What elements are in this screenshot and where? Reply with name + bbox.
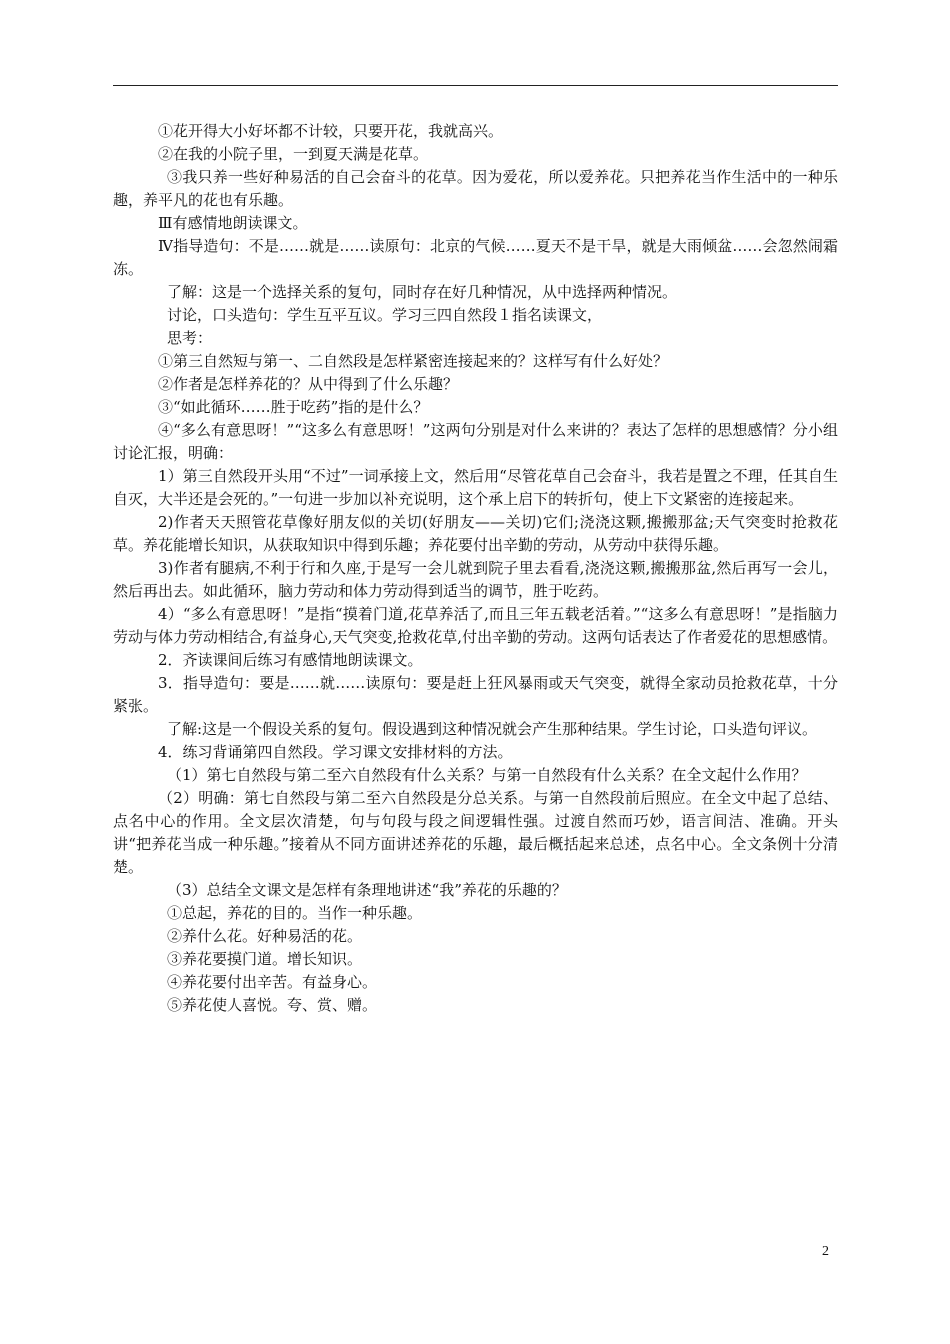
paragraph: 2．齐读课间后练习有感情地朗读课文。	[158, 651, 423, 669]
paragraph: 1）第三自然段开头用“不过”一词承接上文，然后用“尽管花草自己会奋斗，我若是置之不理，任其自生自灭，大半还是会死的。”一句进一步加以补充说明，这个承上启下的转折句，使上下文紧密的连接起来。	[113, 467, 838, 508]
paragraph: Ⅳ指导造句：不是……就是……读原句：北京的气候……夏天不是干旱，就是大雨倾盆……会忽然闹霜冻。	[113, 237, 838, 278]
paragraph: ④养花要付出辛苦。有益身心。	[167, 973, 378, 991]
paragraph: 4）“多么有意思呀！”是指“摸着门道,花草养活了,而且三年五载老活着。”“这多么有意思呀！”是指脑力劳动与体力劳动相结合,有益身心,天气突变,抢救花草,付出辛勤的劳动。这两句话表达了作者爱花的思想感情。	[113, 605, 838, 646]
paragraph: ⑤养花使人喜悦。夸、赏、赠。	[167, 996, 378, 1014]
paragraph: ③养花要摸门道。增长知识。	[167, 950, 363, 968]
paragraph: 了解:这是一个假设关系的复句。假设遇到这种情况就会产生那种结果。学生讨论，口头造句评议。	[167, 720, 818, 738]
paragraph: ①第三自然短与第一、二自然段是怎样紧密连接起来的？这样写有什么好处？	[158, 352, 669, 370]
paragraph: ④“多么有意思呀！”“这多么有意思呀！”这两句分别是对什么来讲的？表达了怎样的思想感情？分小组讨论汇报，明确：	[113, 421, 838, 462]
header-rule	[113, 85, 838, 86]
paragraph: ③我只养一些好种易活的自己会奋斗的花草。因为爱花，所以爱养花。只把养花当作生活中的一种乐趣，养平凡的花也有乐趣。	[113, 168, 838, 209]
paragraph: 讨论，口头造句：学生互平互议。学习三四自然段１指名读课文，	[167, 306, 603, 324]
paragraph: 思考：	[167, 329, 213, 347]
paragraph: （3）总结全文课文是怎样有条理地讲述“我”养花的乐趣的？	[167, 881, 567, 899]
paragraph: ②养什么花。好种易活的花。	[167, 927, 363, 945]
paragraph: ②作者是怎样养花的？从中得到了什么乐趣？	[158, 375, 459, 393]
paragraph: Ⅲ有感情地朗读课文。	[158, 214, 308, 232]
document-body	[113, 120, 838, 1017]
paragraph: ①花开得大小好坏都不计较，只要开花，我就高兴。	[158, 122, 504, 140]
paragraph: ②在我的小院子里，一到夏天满是花草。	[158, 145, 429, 163]
paragraph: （1）第七自然段与第二至六自然段有什么关系？与第一自然段有什么关系？在全文起什么作用？	[167, 766, 807, 784]
paragraph: 了解：这是一个选择关系的复句，同时存在好几种情况，从中选择两种情况。	[167, 283, 678, 301]
paragraph: ①总起，养花的目的。当作一种乐趣。	[167, 904, 423, 922]
paragraph: 2)作者天天照管花草像好朋友似的关切(好朋友——关切)它们;浇浇这颗,搬搬那盆;天气突变时抢救花草。养花能增长知识，从获取知识中得到乐趣；养花要付出辛勤的劳动，从劳动中获得乐趣。	[113, 513, 838, 554]
paragraph: ③“如此循环……胜于吃药”指的是什么？	[158, 398, 429, 416]
paragraph: 3)作者有腿病,不利于行和久座,于是写一会儿就到院子里去看看,浇浇这颗,搬搬那盆,然后再写一会儿，然后再出去。如此循环，脑力劳动和体力劳动得到适当的调节，胜于吃药。	[113, 559, 838, 600]
paragraph: 4．练习背诵第四自然段。学习课文安排材料的方法。	[158, 743, 513, 761]
paragraph: 3．指导造句：要是……就……读原句：要是赶上狂风暴雨或天气突变，就得全家动员抢救花草，十分紧张。	[113, 674, 838, 715]
paragraph: （2）明确：第七自然段与第二至六自然段是分总关系。与第一自然段前后照应。在全文中起了总结、点名中心的作用。全文层次清楚，句与句段与段之间逻辑性强。过渡自然而巧妙，语言间洁、准确。开头讲“把养花当成一种乐趣。”接着从不同方面讲述养花的乐趣，最后概括起来总述，点名中心。全文条例十分清楚。	[113, 789, 838, 876]
page-number: 2	[822, 1244, 829, 1259]
